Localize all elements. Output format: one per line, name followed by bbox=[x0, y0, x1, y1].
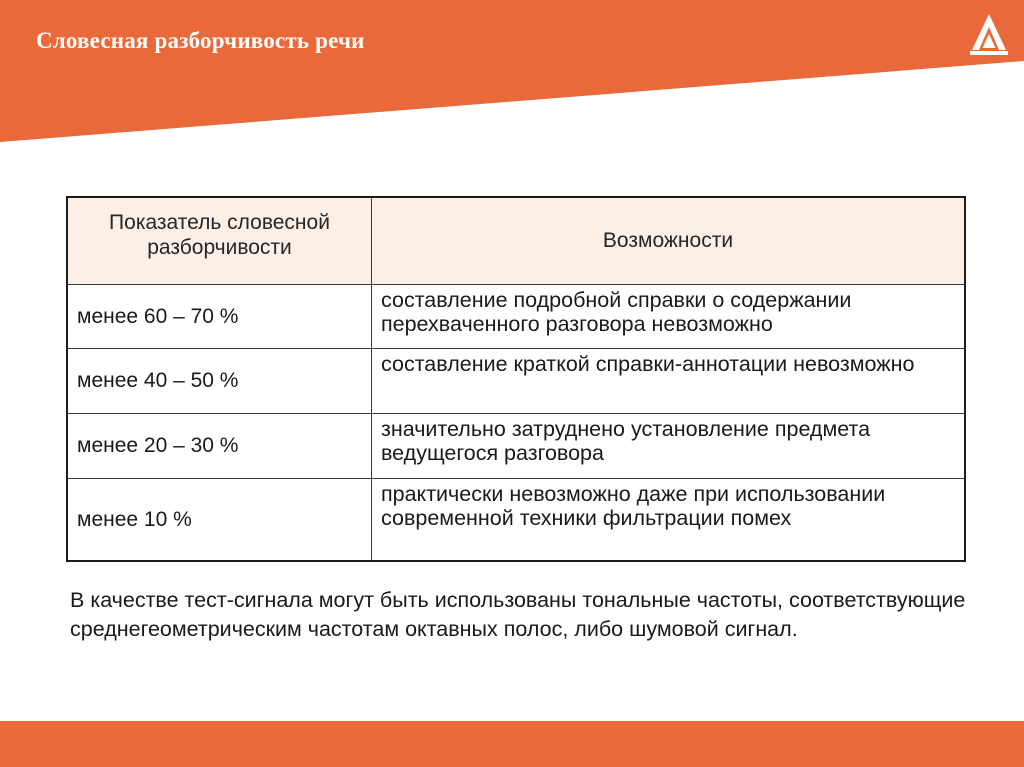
capability-cell: составление подробной справки о содержании перехваченного разговора невозможно bbox=[381, 288, 852, 337]
index-cell: менее 60 – 70 % bbox=[68, 285, 372, 348]
slide-title: Словесная разборчивость речи bbox=[36, 28, 365, 53]
table-header-row bbox=[68, 198, 964, 284]
index-cell: менее 40 – 50 % bbox=[68, 349, 372, 413]
table-row bbox=[68, 413, 964, 478]
footer-band bbox=[0, 721, 1024, 767]
table-row bbox=[68, 284, 964, 348]
test-signal-note: В качестве тест-сигнала могут быть использованы тональные частоты, соответствующие среднегеометрическим частотам октавных полос, либо шумовой сигнал. bbox=[70, 588, 966, 642]
column-header-index: Показатель словесной разборчивости bbox=[68, 198, 372, 284]
table-row bbox=[68, 348, 964, 413]
index-cell: менее 20 – 30 % bbox=[68, 414, 372, 478]
table-row bbox=[68, 478, 964, 560]
column-header-capabilities: Возможности bbox=[372, 198, 964, 284]
intelligibility-table bbox=[66, 196, 966, 562]
capability-cell: составление краткой справки-аннотации невозможно bbox=[381, 352, 915, 376]
capability-cell: практически невозможно даже при использовании современной техники фильтрации помех bbox=[381, 482, 886, 531]
header-band bbox=[0, 0, 1024, 142]
a-letter-logo-icon bbox=[966, 11, 1012, 57]
index-cell: менее 10 % bbox=[68, 479, 372, 560]
header-band-shape bbox=[0, 0, 1024, 142]
capability-cell: значительно затруднено установление предмета ведущегося разговора bbox=[381, 417, 871, 466]
